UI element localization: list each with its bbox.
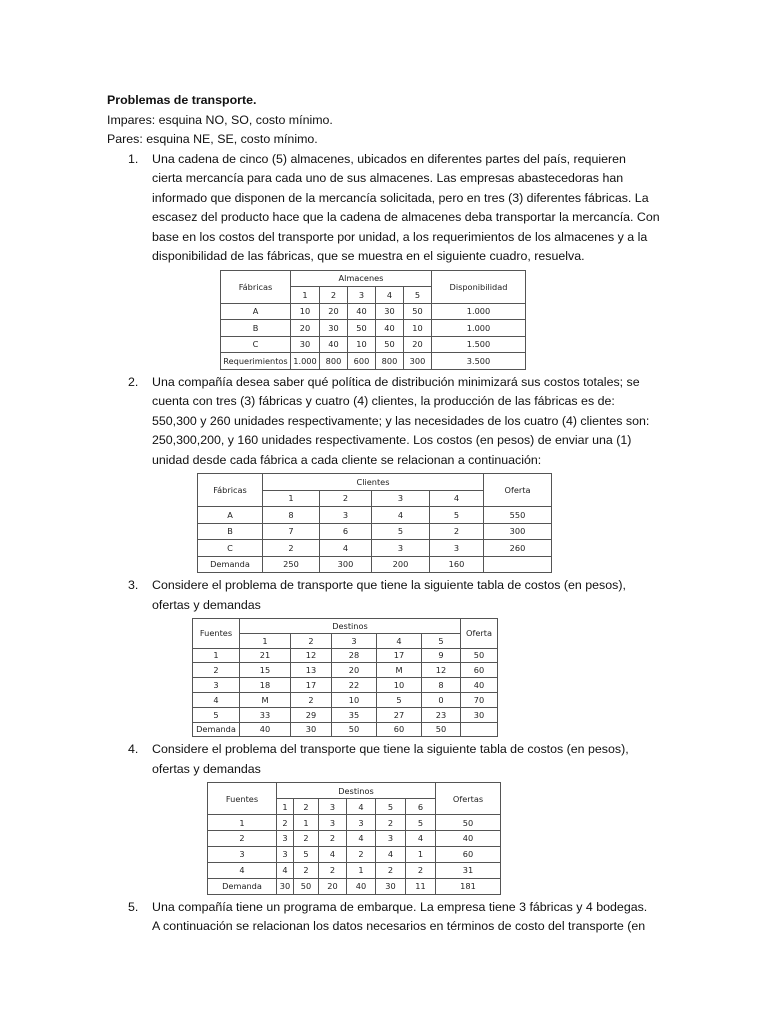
row-label-cell: C <box>221 336 291 353</box>
row-total-cell: 60 <box>436 846 501 862</box>
row-header-cell: Fuentes <box>193 619 240 649</box>
problem-text-line: unidad desde cada fábrica a cada cliente se relacionan a continuación: <box>152 452 542 467</box>
column-header-cell: 4 <box>347 799 376 815</box>
row-total-cell: 300 <box>484 523 552 540</box>
table-cell: 3 <box>277 831 294 847</box>
row-label-cell: A <box>221 303 291 320</box>
table-cell: 200 <box>372 556 430 573</box>
problem-item <box>107 898 667 937</box>
row-label-cell: B <box>198 523 263 540</box>
row-label-cell: Requerimientos <box>221 353 291 370</box>
table-cell: 2 <box>376 862 406 878</box>
table-cell: 3 <box>430 540 484 557</box>
table-cell: 40 <box>347 878 376 894</box>
table-cell: 10 <box>291 303 320 320</box>
table-cell: 8 <box>263 507 320 524</box>
row-label-cell: 1 <box>193 648 240 663</box>
row-label-cell: C <box>198 540 263 557</box>
table-cell: 6 <box>320 523 372 540</box>
problem-item <box>107 576 667 615</box>
table-cell: 2 <box>347 846 376 862</box>
problem-item <box>107 150 667 267</box>
table-cell: 11 <box>406 878 436 894</box>
table-cell: 3 <box>376 831 406 847</box>
table-cell: 50 <box>422 722 461 737</box>
table-cell: 15 <box>240 663 291 678</box>
table-cell: 3 <box>277 846 294 862</box>
row-total-cell: 1.000 <box>432 303 526 320</box>
table-cell: 18 <box>240 678 291 693</box>
column-header-cell: 2 <box>294 799 319 815</box>
problem-number: 4. <box>128 742 139 757</box>
group-header-cell: Destinos <box>277 783 436 799</box>
table-cell: 5 <box>430 507 484 524</box>
table-row <box>208 831 501 847</box>
table-cell: 800 <box>376 353 404 370</box>
table-cell: 40 <box>240 722 291 737</box>
table-cell: 2 <box>291 692 332 707</box>
table-row <box>221 336 526 353</box>
column-header-cell: 2 <box>320 490 372 507</box>
table-cell: 35 <box>332 707 377 722</box>
data-table <box>197 473 552 573</box>
column-header-cell: 3 <box>372 490 430 507</box>
table-cell: 250 <box>263 556 320 573</box>
table-cell: 20 <box>291 320 320 337</box>
problem-text-line: 550,300 y 260 unidades respectivamente; y las necesidades de los cuatro (4) clientes son: <box>152 413 650 428</box>
problem-text-line: cierta mercancía para cada uno de sus almacenes. Las empresas abastecedoras han <box>152 171 624 185</box>
table-cell: 2 <box>319 862 347 878</box>
column-header-cell: 4 <box>430 490 484 507</box>
table-row <box>208 862 501 878</box>
table-row <box>198 523 552 540</box>
table-cell: 21 <box>240 648 291 663</box>
problem-text-line: ofertas y demandas <box>152 761 261 776</box>
table-cell: 2 <box>294 831 319 847</box>
row-total-cell: 550 <box>484 507 552 524</box>
table-cell: 2 <box>263 540 320 557</box>
table-cell: 7 <box>263 523 320 540</box>
column-header-cell: 3 <box>332 633 377 648</box>
table-row <box>193 707 498 722</box>
row-label-cell: B <box>221 320 291 337</box>
table-cell: 600 <box>348 353 376 370</box>
problem-text-line: Considere el problema de transporte que tiene la siguiente tabla de costos (en pesos), <box>152 578 626 592</box>
row-total-cell: 1.000 <box>432 320 526 337</box>
column-header-cell: 1 <box>277 799 294 815</box>
row-total-cell: 40 <box>461 678 498 693</box>
table-cell: 0 <box>422 692 461 707</box>
column-header-cell: 3 <box>348 287 376 304</box>
table-cell: 50 <box>376 336 404 353</box>
column-header-cell: 3 <box>319 799 347 815</box>
table-cell: 30 <box>320 320 348 337</box>
table-cell: 40 <box>320 336 348 353</box>
table-cell: 300 <box>404 353 432 370</box>
table-cell: 4 <box>320 540 372 557</box>
table-cell: 33 <box>240 707 291 722</box>
problem-text-line: escasez del producto hace que la cadena de almacenes deba transportar la mercancía. Con <box>152 210 660 224</box>
problem-text-line: disponibilidad de las fábricas, que se muestra en el siguiente cuadro, resuelva. <box>152 249 585 263</box>
problem-number: 5. <box>128 899 139 914</box>
row-label-cell: A <box>198 507 263 524</box>
data-table <box>192 618 498 737</box>
problem-text-line: ofertas y demandas <box>152 597 261 612</box>
problem-text-line: 250,300,200, y 160 unidades respectivamente. Los costos (en pesos) de enviar una (1) <box>152 433 632 447</box>
table-cell: 30 <box>376 303 404 320</box>
table-cell: 1.000 <box>291 353 320 370</box>
column-header-cell: 2 <box>320 287 348 304</box>
table-cell: 1 <box>294 815 319 831</box>
even-instructions: Pares: esquina NE, SE, costo mínimo. <box>107 132 318 146</box>
table-header-row <box>198 474 552 491</box>
column-header-cell: 5 <box>422 633 461 648</box>
table-cell: 29 <box>291 707 332 722</box>
row-total-cell: 260 <box>484 540 552 557</box>
table-cell: M <box>377 663 422 678</box>
table-cell: 23 <box>422 707 461 722</box>
row-header-cell: Fábricas <box>198 474 263 507</box>
row-total-cell: 31 <box>436 862 501 878</box>
row-total-cell: 1.500 <box>432 336 526 353</box>
column-header-cell: 5 <box>404 287 432 304</box>
group-header-cell: Almacenes <box>291 270 432 287</box>
table-cell: 10 <box>332 692 377 707</box>
table-cell: 1 <box>347 862 376 878</box>
row-total-cell: 30 <box>461 707 498 722</box>
row-label-cell: 3 <box>208 846 277 862</box>
table-cell: 10 <box>377 678 422 693</box>
table-cell: 5 <box>372 523 430 540</box>
column-header-cell: 4 <box>377 633 422 648</box>
row-header-cell: Fábricas <box>221 270 291 303</box>
table-cell: 27 <box>377 707 422 722</box>
table-cell: 2 <box>376 815 406 831</box>
row-total-cell: 60 <box>461 663 498 678</box>
last-header-cell: Oferta <box>461 619 498 649</box>
table-row <box>193 678 498 693</box>
document-title: Problemas de transporte. <box>107 93 257 107</box>
row-total-cell: 50 <box>436 815 501 831</box>
table-cell: 2 <box>294 862 319 878</box>
document-page <box>107 91 667 937</box>
table-header-row <box>208 783 501 799</box>
table-cell: 4 <box>376 846 406 862</box>
table-cell: 9 <box>422 648 461 663</box>
row-label-cell: 5 <box>193 707 240 722</box>
table-cell: 2 <box>319 831 347 847</box>
problem-text-line: base en los costos del transporte por unidad, a los requerimientos de los almacenes y a la <box>152 229 648 244</box>
row-total-cell: 70 <box>461 692 498 707</box>
table-row <box>198 507 552 524</box>
column-header-cell: 1 <box>263 490 320 507</box>
table-cell: 40 <box>376 320 404 337</box>
row-label-cell: Demanda <box>198 556 263 573</box>
table-cell: 10 <box>404 320 432 337</box>
table-cell: 4 <box>372 507 430 524</box>
table-cell: 30 <box>291 336 320 353</box>
problem-text-line: informado que disponen de la mercancía solicitada, pero en tres (3) diferentes fábricas. La <box>152 190 649 205</box>
table-cell: 20 <box>319 878 347 894</box>
table-cell: 5 <box>294 846 319 862</box>
table-cell: 2 <box>277 815 294 831</box>
row-total-cell: 40 <box>436 831 501 847</box>
table-cell: 30 <box>376 878 406 894</box>
problem-list <box>107 150 667 937</box>
row-total-cell <box>484 556 552 573</box>
table-cell: 17 <box>291 678 332 693</box>
table-cell: 3 <box>347 815 376 831</box>
problem-text-line: Considere el problema del transporte que tiene la siguiente tabla de costos (en pesos), <box>152 742 629 757</box>
table-cell: 20 <box>332 663 377 678</box>
problem-text-line: Una compañía desea saber qué política de distribución minimizará sus costos totales; se <box>152 374 640 389</box>
table-cell: 13 <box>291 663 332 678</box>
table-row <box>193 692 498 707</box>
row-label-cell: Demanda <box>193 722 240 737</box>
table-header-row <box>193 619 498 634</box>
table-cell: 8 <box>422 678 461 693</box>
table-cell: 28 <box>332 648 377 663</box>
row-label-cell: 1 <box>208 815 277 831</box>
table-cell: 17 <box>377 648 422 663</box>
column-header-cell: 4 <box>376 287 404 304</box>
table-row <box>193 648 498 663</box>
row-label-cell: Demanda <box>208 878 277 894</box>
table-cell: 4 <box>277 862 294 878</box>
table-row <box>193 722 498 737</box>
problem-text-line: cuenta con tres (3) fábricas y cuatro (4) clientes, la producción de las fábricas es de: <box>152 394 615 408</box>
last-header-cell: Ofertas <box>436 783 501 815</box>
column-header-cell: 1 <box>291 287 320 304</box>
table-cell: 50 <box>294 878 319 894</box>
row-total-cell: 3.500 <box>432 353 526 370</box>
odd-instructions: Impares: esquina NO, SO, costo mínimo. <box>107 112 333 127</box>
table-cell: 5 <box>406 815 436 831</box>
table-cell: 800 <box>320 353 348 370</box>
table-row <box>208 846 501 862</box>
data-table <box>207 782 501 894</box>
table-cell: 30 <box>277 878 294 894</box>
table-row <box>193 663 498 678</box>
table-cell: 3 <box>319 815 347 831</box>
row-label-cell: 2 <box>208 831 277 847</box>
row-total-cell: 181 <box>436 878 501 894</box>
problem-text-line: A continuación se relacionan los datos necesarios en términos de costo del transporte (en <box>152 919 646 934</box>
table-cell: 50 <box>348 320 376 337</box>
column-header-cell: 2 <box>291 633 332 648</box>
table-cell: 5 <box>377 692 422 707</box>
table-cell: 20 <box>404 336 432 353</box>
problem-item <box>107 740 667 779</box>
column-header-cell: 1 <box>240 633 291 648</box>
row-label-cell: 4 <box>208 862 277 878</box>
row-label-cell: 2 <box>193 663 240 678</box>
table-cell: 300 <box>320 556 372 573</box>
table-cell: 2 <box>406 862 436 878</box>
table-row <box>221 353 526 370</box>
table-cell: 3 <box>372 540 430 557</box>
table-cell: M <box>240 692 291 707</box>
table-cell: 3 <box>320 507 372 524</box>
row-label-cell: 4 <box>193 692 240 707</box>
group-header-cell: Clientes <box>263 474 484 491</box>
problem-text-line: Una compañía tiene un programa de embarque. La empresa tiene 3 fábricas y 4 bodegas. <box>152 899 648 914</box>
table-cell: 22 <box>332 678 377 693</box>
problem-text-line: Una cadena de cinco (5) almacenes, ubicados en diferentes partes del país, requieren <box>152 151 626 166</box>
column-header-cell: 6 <box>406 799 436 815</box>
row-label-cell: 3 <box>193 678 240 693</box>
last-header-cell: Disponibilidad <box>432 270 526 303</box>
table-header-row <box>221 270 526 287</box>
row-total-cell <box>461 722 498 737</box>
table-row <box>198 556 552 573</box>
table-cell: 4 <box>319 846 347 862</box>
table-cell: 60 <box>377 722 422 737</box>
table-cell: 20 <box>320 303 348 320</box>
table-cell: 50 <box>332 722 377 737</box>
table-row <box>221 320 526 337</box>
last-header-cell: Oferta <box>484 474 552 507</box>
column-header-cell: 5 <box>376 799 406 815</box>
data-table <box>220 270 526 370</box>
problem-number: 2. <box>128 374 139 389</box>
table-cell: 2 <box>430 523 484 540</box>
table-cell: 30 <box>291 722 332 737</box>
problem-number: 3. <box>128 578 139 592</box>
group-header-cell: Destinos <box>240 619 461 634</box>
table-row <box>221 303 526 320</box>
table-cell: 4 <box>406 831 436 847</box>
table-row <box>208 878 501 894</box>
problem-item <box>107 373 667 471</box>
table-cell: 1 <box>406 846 436 862</box>
table-cell: 50 <box>404 303 432 320</box>
table-row <box>208 815 501 831</box>
row-total-cell: 50 <box>461 648 498 663</box>
table-cell: 160 <box>430 556 484 573</box>
table-cell: 10 <box>348 336 376 353</box>
problem-number: 1. <box>128 151 139 166</box>
table-cell: 12 <box>422 663 461 678</box>
table-cell: 12 <box>291 648 332 663</box>
table-row <box>198 540 552 557</box>
table-cell: 4 <box>347 831 376 847</box>
row-header-cell: Fuentes <box>208 783 277 815</box>
table-cell: 40 <box>348 303 376 320</box>
